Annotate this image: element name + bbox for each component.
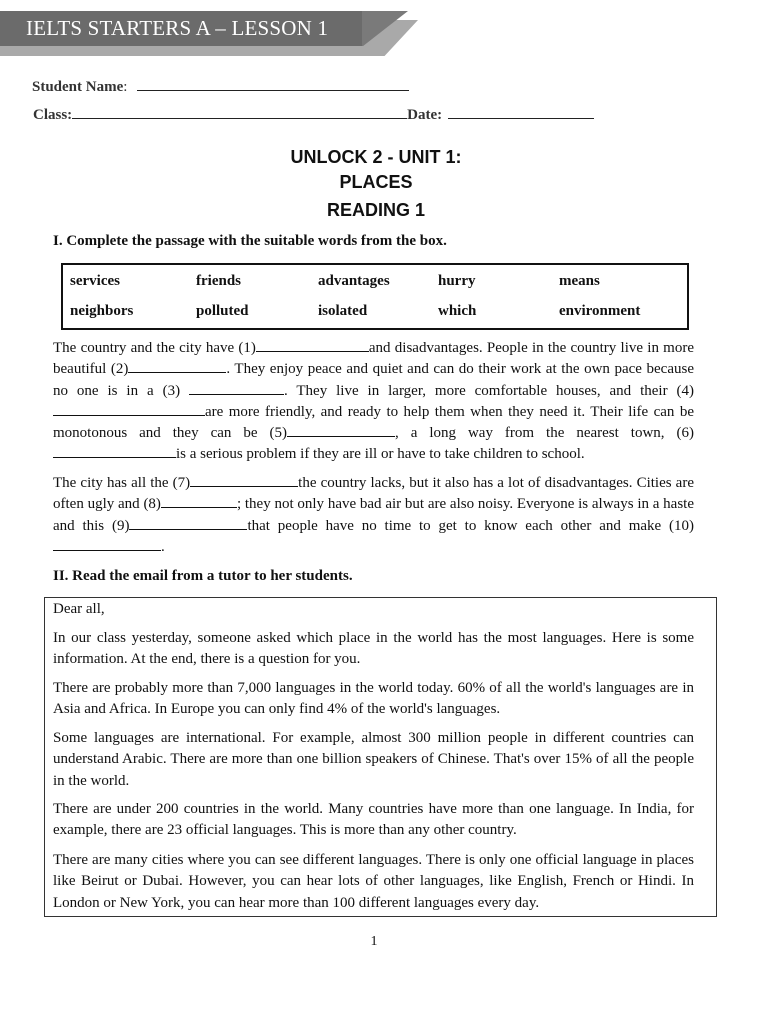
date-label: Date: [407,107,443,123]
passage-text: that people have no time to get to know each other and make (10) [247,517,694,534]
blank-8[interactable] [161,495,237,508]
passage-paragraph-1 [53,338,694,466]
passage-text: . [161,538,165,555]
passage-text: are more friendly, and ready to help them when they need it. Their life can be monotonous and they can be (5) [53,403,694,442]
email-paragraph: In our class yesterday, someone asked which place in the world has the most languages. Here is some information. At the end, there is a question for you. [53,630,694,668]
email-paragraph: There are many cities where you can see different languages. There is only one official language in places like Beirut or Dubai. However, you can hear lots of other languages, like English, French or Hindi. In London or New York, you can hear more than 100 different languages every day. [53,852,694,911]
word-box [61,263,689,330]
word-item: which [438,303,477,319]
word-item: advantages [318,273,390,289]
blank-9[interactable] [129,517,247,530]
passage-text: The city has all the (7) [53,475,191,491]
blank-5[interactable] [287,424,395,437]
blank-6[interactable] [53,445,176,458]
word-item: means [559,273,600,289]
word-item: polluted [196,303,249,319]
blank-7[interactable] [190,474,298,487]
email-paragraph: Some languages are international. For example, almost 300 million people in different countries can understand Arabic. There are more than one billion speakers of Chinese. That's over 15% of all the people in the world. [53,730,694,789]
word-item: friends [196,273,241,289]
class-date-row [33,104,594,124]
passage-text: is a serious problem if they are ill or have to take children to school. [176,446,585,463]
unit-title: UNLOCK 2 - UNIT 1: [290,147,462,167]
date-field[interactable] [448,104,594,119]
student-name-label: Student Name [32,79,124,95]
email-greeting: Dear all, [53,601,105,617]
word-item: isolated [318,303,368,319]
passage-text: and disadvantages. People in the country live in more beautiful (2) [53,340,695,378]
word-item: hurry [438,273,476,289]
blank-10[interactable] [53,538,161,551]
passage-text: the country lacks, but it also has a lot of disadvantages. Cities are often ugly and (8) [53,475,694,513]
passage-text: ; they not only have bad air but are also noisy. Everyone is always in a haste and this (9) [53,496,694,534]
class-label: Class: [33,107,73,123]
student-name-row [32,76,409,96]
email-paragraph: There are probably more than 7,000 languages in the world today. 60% of all the world's languages are in Asia and Africa. In Europe you can only find 4% of the world's languages. [53,680,694,718]
email-box [44,597,717,917]
student-name-field[interactable] [137,76,409,91]
email-paragraph: There are under 200 countries in the world. Many countries have more than one language. In India, for example, there are 23 official languages. This is more than any other country. [53,801,694,839]
passage-text: . They enjoy peace and quiet and can do their work at the own pace because no one is in a (3) [53,361,694,399]
passage-text: The country and the city have (1) [53,340,256,356]
word-item: services [70,273,120,289]
page-header-title: IELTS STARTERS A – LESSON 1 [0,11,362,46]
blank-2[interactable] [128,360,226,373]
unit-subtitle: PLACES [339,172,413,192]
word-item: neighbors [70,303,134,319]
blank-1[interactable] [256,339,369,352]
page-number: 1 [370,934,378,949]
student-name-colon: : [123,79,128,95]
reading-title: READING 1 [326,200,425,220]
passage-text: . They live in larger, more comfortable houses, and their (4) [284,382,694,399]
passage-paragraph-2 [53,473,694,558]
word-item: environment [559,303,641,319]
section-1-heading: I. Complete the passage with the suitable words from the box. [53,233,447,249]
blank-3[interactable] [189,382,284,395]
section-2-heading: II. Read the email from a tutor to her students. [53,568,353,584]
passage-text: , a long way from the nearest town, (6) [394,425,694,442]
blank-4[interactable] [53,403,205,416]
class-field[interactable] [72,104,407,119]
